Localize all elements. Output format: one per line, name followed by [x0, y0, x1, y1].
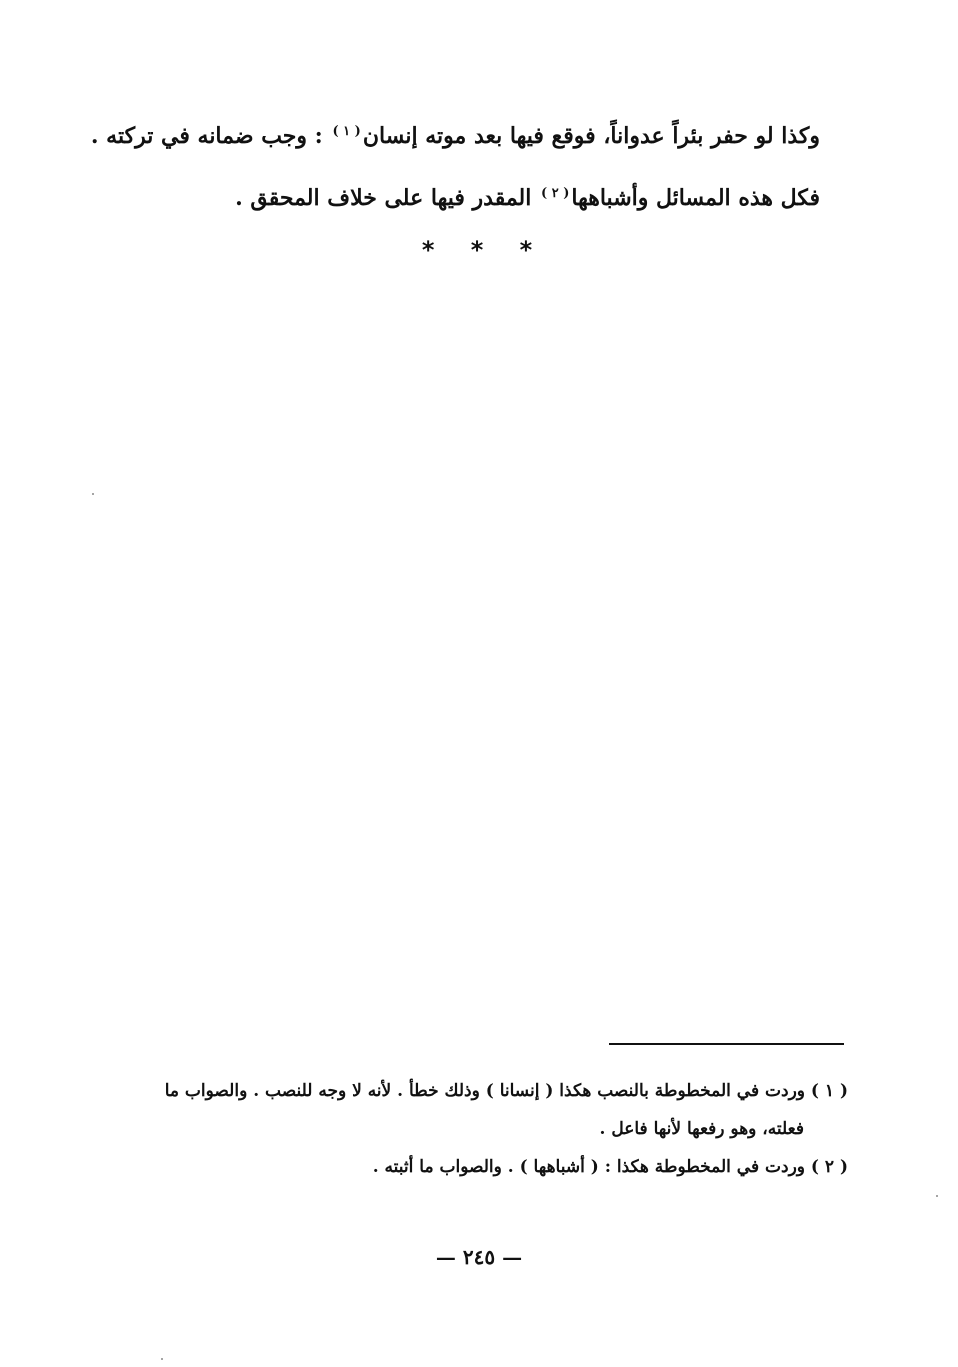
footnote-1: ( ١ ) وردت في المخطوطة بالنصب هكذا ( إنسانا ) وذلك خطأ . لأنه لا وجه للنصب . والصواب ما [164, 1081, 848, 1101]
line-1-text: وكذا لو حفر بئراً عدواناً، فوقع فيها بعد موته إنسان [362, 123, 820, 149]
section-separator: * * * [421, 236, 547, 264]
line-2-tail: المقدر فيها على خلاف المحقق . [235, 185, 532, 211]
footnote-divider [609, 1043, 844, 1045]
scan-speck [936, 1195, 938, 1197]
footnote-ref-1: ( ١ ) [332, 123, 361, 139]
footnote-2: ( ٢ ) وردت في المخطوطة هكذا : ( أشباهها ) . والصواب ما أثبته . [372, 1157, 848, 1177]
footnotes-block [108, 1072, 848, 1186]
line-2-text: فكل هذه المسائل وأشباهها [571, 185, 820, 211]
main-text-line-2 [100, 167, 820, 229]
scan-speck [92, 493, 94, 495]
footnote-ref-2: ( ٢ ) [541, 185, 570, 201]
page-number: — ٢٤٥ — [435, 1245, 523, 1269]
line-1-tail: : وجب ضمانه في تركته . [90, 123, 323, 149]
footnote-1-continuation: فعلته، وهو رفعها لأنها فاعل . [599, 1119, 804, 1139]
main-text-block [90, 105, 820, 229]
scan-speck [161, 1358, 163, 1360]
main-text-line-1 [90, 105, 820, 167]
